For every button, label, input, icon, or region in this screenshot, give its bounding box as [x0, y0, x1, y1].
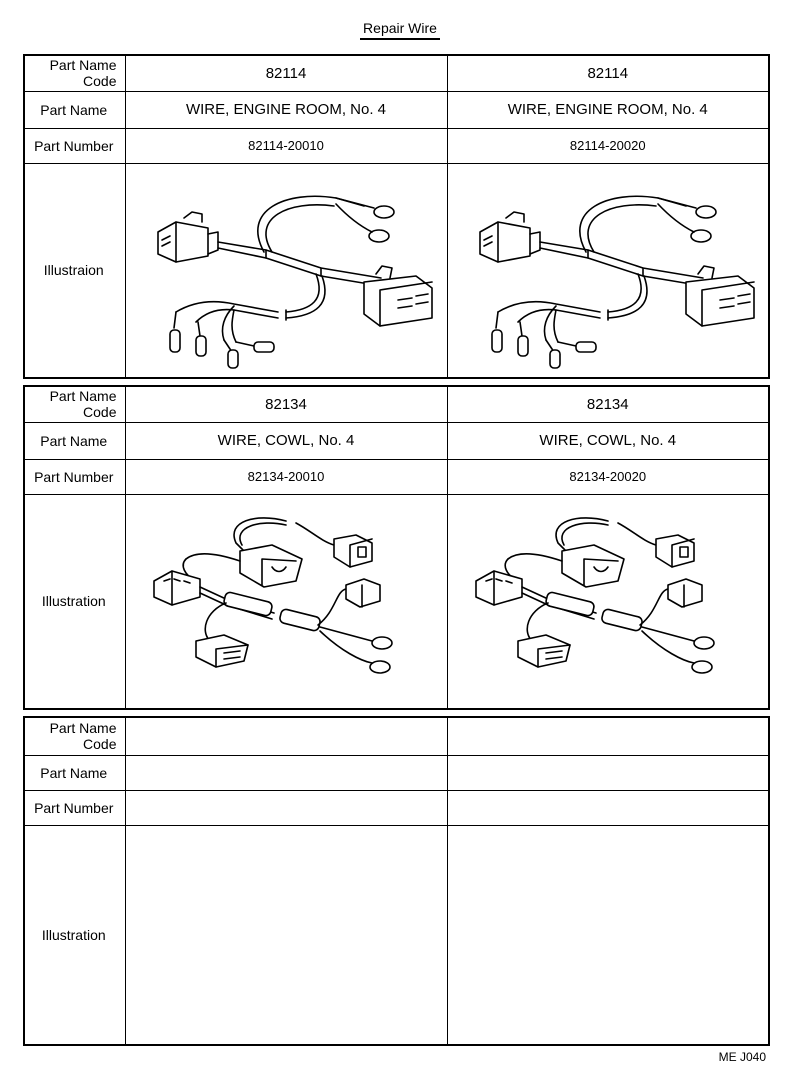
part-number-label: Part Number: [24, 790, 125, 825]
part-name-code-value: 82114: [447, 55, 769, 91]
repair-wire-table-2: [23, 385, 770, 710]
label-line-2: Code: [83, 736, 117, 753]
illustration-label: Illustration: [24, 825, 125, 1045]
illustration-cell-blank: [125, 825, 447, 1045]
document-code: ME J040: [718, 1050, 766, 1064]
illustration-cell: [125, 494, 447, 709]
part-name-code-label: [24, 717, 125, 755]
engine-room-wire-harness-drawing: [458, 170, 758, 370]
label-line-2: Code: [83, 73, 117, 90]
page-title: [0, 20, 800, 40]
part-number-value: 82134-20020: [447, 459, 769, 494]
part-name-value-blank: [447, 755, 769, 790]
part-name-value: WIRE, COWL, No. 4: [125, 422, 447, 459]
label-line-1: Part Name: [49, 720, 117, 737]
part-name-code-value: 82114: [125, 55, 447, 91]
repair-wire-table-3-blank: [23, 716, 770, 1046]
part-name-label: Part Name: [24, 755, 125, 790]
cowl-wire-harness-drawing: [136, 501, 436, 701]
part-name-value: WIRE, ENGINE ROOM, No. 4: [125, 91, 447, 128]
part-name-value: WIRE, COWL, No. 4: [447, 422, 769, 459]
part-name-value: WIRE, ENGINE ROOM, No. 4: [447, 91, 769, 128]
illustration-cell: [447, 163, 769, 378]
illustration-label: Illustraion: [24, 163, 125, 378]
part-name-label: Part Name: [24, 422, 125, 459]
illustration-label: Illustration: [24, 494, 125, 709]
illustration-cell: [125, 163, 447, 378]
engine-room-wire-harness-drawing: [136, 170, 436, 370]
label-line-1: Part Name: [49, 388, 117, 405]
part-number-value-blank: [447, 790, 769, 825]
part-number-value-blank: [125, 790, 447, 825]
part-name-code-label: [24, 386, 125, 422]
part-name-label: Part Name: [24, 91, 125, 128]
part-name-code-value: 82134: [447, 386, 769, 422]
part-number-label: Part Number: [24, 128, 125, 163]
part-name-code-value-blank: [125, 717, 447, 755]
part-number-value: 82114-20020: [447, 128, 769, 163]
cowl-wire-harness-drawing: [458, 501, 758, 701]
label-line-1: Part Name: [49, 57, 117, 74]
part-number-value: 82134-20010: [125, 459, 447, 494]
label-line-2: Code: [83, 404, 117, 421]
part-number-value: 82114-20010: [125, 128, 447, 163]
page-title-text: Repair Wire: [360, 20, 440, 40]
part-name-code-value-blank: [447, 717, 769, 755]
illustration-cell: [447, 494, 769, 709]
illustration-cell-blank: [447, 825, 769, 1045]
part-name-code-value: 82134: [125, 386, 447, 422]
repair-wire-table-1: [23, 54, 770, 379]
part-name-code-label: [24, 55, 125, 91]
part-number-label: Part Number: [24, 459, 125, 494]
part-name-value-blank: [125, 755, 447, 790]
